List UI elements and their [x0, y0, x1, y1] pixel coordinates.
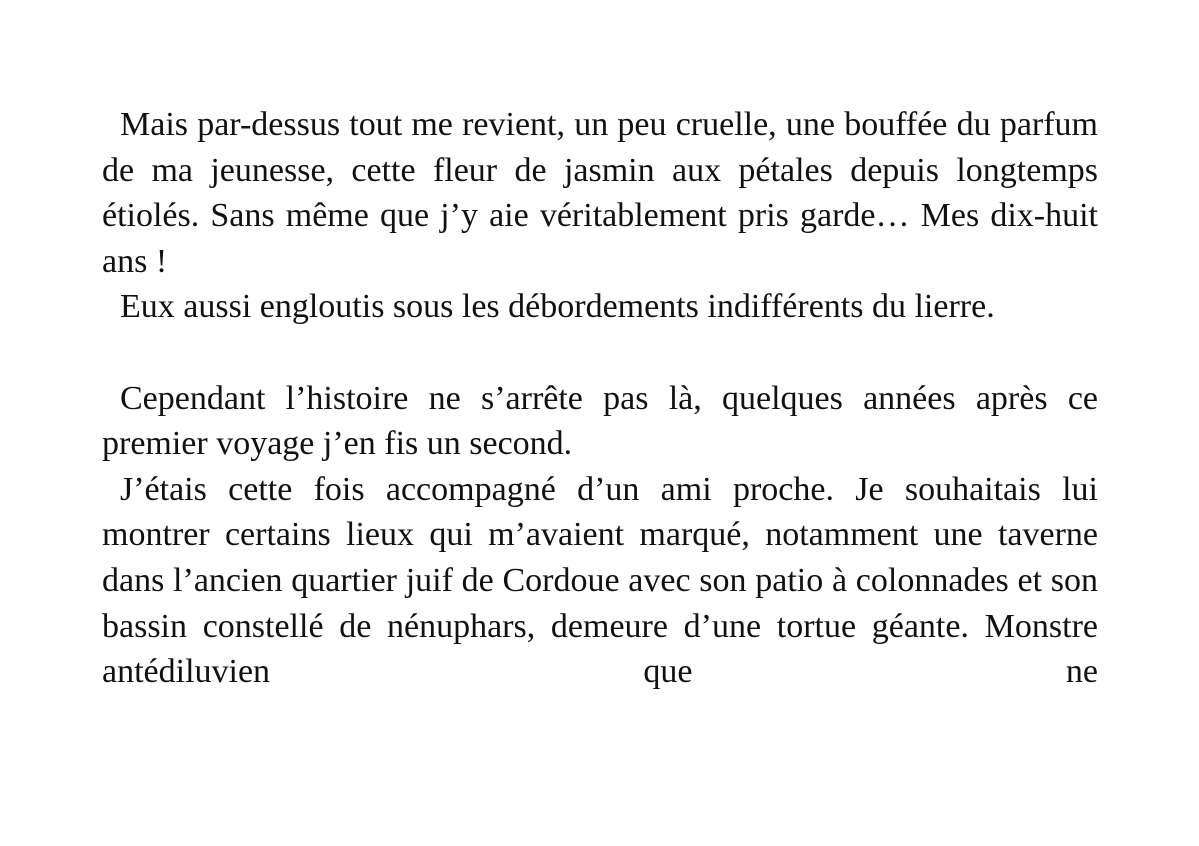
paragraph-spacer	[102, 330, 1098, 376]
paragraph-1: Mais par-dessus tout me revient, un peu cruelle, une bouffée du parfum de ma jeunesse, cette fleur de jasmin aux pétales depuis longtemps étiolés. Sans même que j’y aie véritablement pris garde… Mes dix-huit ans !	[102, 106, 1098, 280]
paragraph-3: Cependant l’histoire ne s’arrête pas là, quelques années après ce premier voyage j’en fis un second.	[102, 379, 1098, 463]
document-page	[102, 102, 1098, 695]
paragraph-4: J’étais cette fois accompagné d’un ami proche. Je souhaitais lui montrer certains lieux qui m’avaient marqué, notamment une taverne dans l’ancien quartier juif de Cordoue avec son patio à colonnades et son bassin constellé de nénuphars, demeure d’une tortue géante. Monstre antédiluvien que ne	[102, 470, 1098, 691]
paragraph-2: Eux aussi engloutis sous les débordements indifférents du lierre.	[120, 288, 995, 326]
